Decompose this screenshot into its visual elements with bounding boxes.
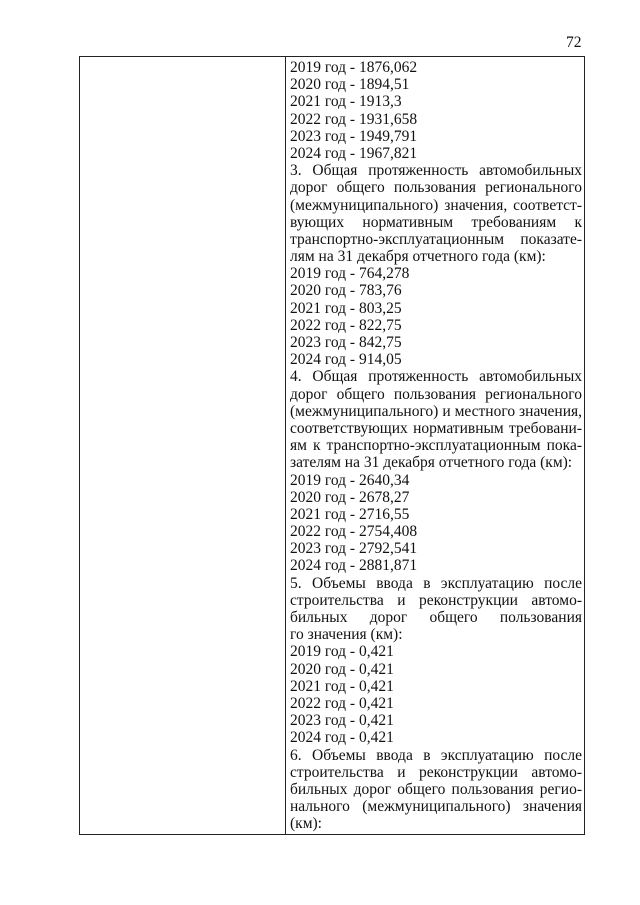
text-line: вующих нормативным требованиям к [290,213,582,231]
text-line: соответствующих нормативным требовани- [290,419,582,437]
text-line: 2019 год - 0,421 [290,643,394,661]
text-line: 2021 год - 2716,55 [290,505,410,523]
text-line: 2024 год - 1967,821 [290,144,418,162]
text-line: го значения (км): [290,626,403,644]
text-line: 2020 год - 1894,51 [290,76,410,94]
text-line: 2024 год - 2881,871 [290,557,418,575]
text-line: 2019 год - 764,278 [290,265,410,283]
text-line: 2023 год - 842,75 [290,334,402,351]
text-line: 2024 год - 0,421 [290,729,394,747]
text-line: 2022 год - 1931,658 [290,110,418,128]
text-line: 2023 год - 0,421 [290,712,394,730]
text-line: 2023 год - 2792,541 [290,540,418,558]
text-line: 2019 год - 2640,34 [290,471,410,489]
text-line: (межмуниципального) и местного значения, [290,402,582,420]
text-line: бильных дорог общего пользования [290,609,582,626]
text-line: строительства и реконструкции автомо- [290,763,582,781]
text-line: 2021 год - 0,421 [290,677,394,695]
text-line: 2020 год - 2678,27 [290,488,410,506]
text-line: 2022 год - 2754,408 [290,523,418,541]
text-line: 6. Объемы ввода в эксплуатацию после [290,746,582,764]
text-line: 2020 год - 0,421 [290,660,394,678]
page-number: 72 [566,34,582,51]
text-line: лям на 31 декабря отчетного года (км): [290,248,546,266]
text-line: 2024 год - 914,05 [290,351,402,369]
text-line: 2022 год - 0,421 [290,694,394,712]
text-line: нального (межмуниципального) значения [290,798,582,816]
text-line: (км): [290,815,322,833]
text-line: дорог общего пользования регионального [290,385,582,403]
text-line: зателям на 31 декабря отчетного года (км): [290,454,573,472]
text-line: 2023 год - 1949,791 [290,127,418,145]
text-line: 2021 год - 1913,3 [290,93,402,111]
text-line: ям к транспортно-эксплуатационным пока- [290,437,582,455]
text-line: 5. Объемы ввода в эксплуатацию после [290,574,582,592]
text-line: строительства и реконструкции автомо- [290,591,582,609]
text-line: 2021 год - 803,25 [290,299,402,317]
text-line: 2019 год - 1876,062 [290,59,418,76]
table-right-cell [286,57,584,834]
text-line: 4. Общая протяженность автомобильных [290,368,582,386]
table-left-cell [80,57,286,834]
text-line: 3. Общая протяженность автомобильных [290,162,582,180]
text-line: бильных дорог общего пользования регио- [290,780,582,798]
text-line: транспортно-эксплуатационным показате- [290,230,582,248]
text-line: 2022 год - 822,75 [290,316,402,334]
text-line: 2020 год - 783,76 [290,282,402,300]
text-line: (межмуниципального) значения, соответст- [290,196,582,214]
text-line: дорог общего пользования регионального [290,179,582,197]
table-frame [79,56,585,835]
